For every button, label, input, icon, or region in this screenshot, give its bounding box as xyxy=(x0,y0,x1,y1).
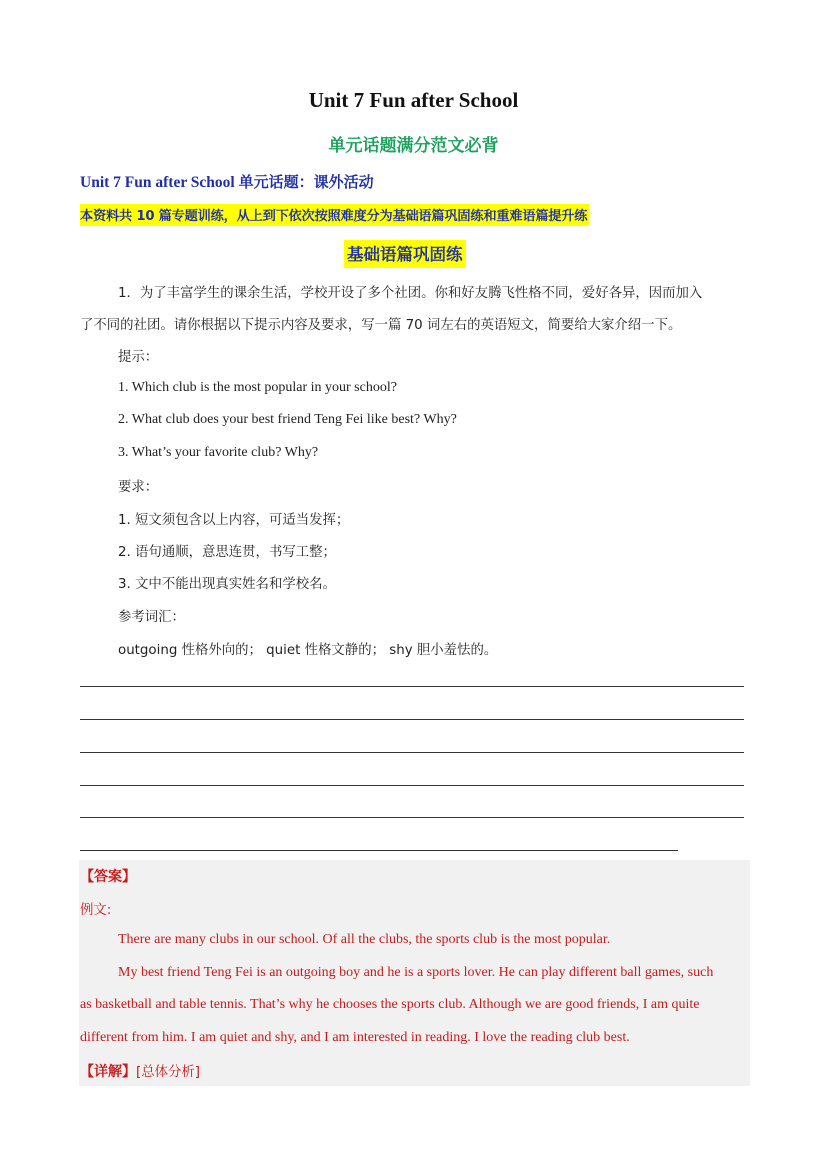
detail-tag: 【详解】 xyxy=(80,1064,136,1080)
writing-line xyxy=(80,752,744,753)
answer-line: different from him. I am quiet and shy, and I am interested in reading. I love the reading club best. xyxy=(80,1030,630,1045)
sample-label: 例文: xyxy=(80,903,112,918)
unit-topic-cn: 单元话题：课外活动 xyxy=(238,173,374,191)
answer-line: There are many clubs in our school. Of all the clubs, the sports club is the most popular. xyxy=(118,932,611,947)
requirement-item: 1. 短文须包含以上内容，可适当发挥； xyxy=(118,513,350,528)
detail-text: [总体分析] xyxy=(136,1065,201,1080)
unit-topic xyxy=(80,171,374,192)
writing-line xyxy=(80,850,678,851)
question-line-2: 了不同的社团。请你根据以下提示内容及要求，写一篇 70 词左右的英语短文，简要给大家介绍一下。 xyxy=(80,318,682,333)
vocab-label: 参考词汇： xyxy=(118,610,185,625)
writing-line xyxy=(80,817,744,818)
page-subtitle: 单元话题满分范文必背 xyxy=(328,136,499,156)
detail-row xyxy=(80,1061,200,1081)
hint-item: 3. What’s your favorite club? Why? xyxy=(118,445,319,460)
vocab-list: outgoing 性格外向的； quiet 性格文静的； shy 胆小羞怯的。 xyxy=(118,643,498,658)
hint-item: 1. Which club is the most popular in your school? xyxy=(118,380,397,395)
writing-line xyxy=(80,686,744,687)
hint-item: 2. What club does your best friend Teng Fei like best? Why? xyxy=(118,412,457,427)
hints-label: 提示： xyxy=(118,350,159,365)
answer-line: as basketball and table tennis. That’s why he chooses the sports club. Although we are good friends, I am quite xyxy=(80,997,700,1012)
section-heading: 基础语篇巩固练 xyxy=(344,240,466,268)
question-line-1: 1．为了丰富学生的课余生活，学校开设了多个社团。你和好友腾飞性格不同，爱好各异，因而加入 xyxy=(118,286,703,301)
requirements-label: 要求： xyxy=(118,480,159,495)
unit-topic-en: Unit 7 Fun after School xyxy=(80,174,239,191)
page-title: Unit 7 Fun after School xyxy=(308,88,519,112)
requirement-item: 2. 语句通顺，意思连贯，书写工整； xyxy=(118,545,336,560)
writing-line xyxy=(80,719,744,720)
answer-line: My best friend Teng Fei is an outgoing boy and he is a sports lover. He can play different ball games, such xyxy=(118,965,714,980)
requirement-item: 3. 文中不能出现真实姓名和学校名。 xyxy=(118,577,336,592)
answer-tag: 【答案】 xyxy=(80,869,136,885)
writing-line xyxy=(80,785,744,786)
highlight-banner: 本资料共 10 篇专题训练，从上到下依次按照难度分为基础语篇巩固练和重难语篇提升练 xyxy=(80,204,589,226)
